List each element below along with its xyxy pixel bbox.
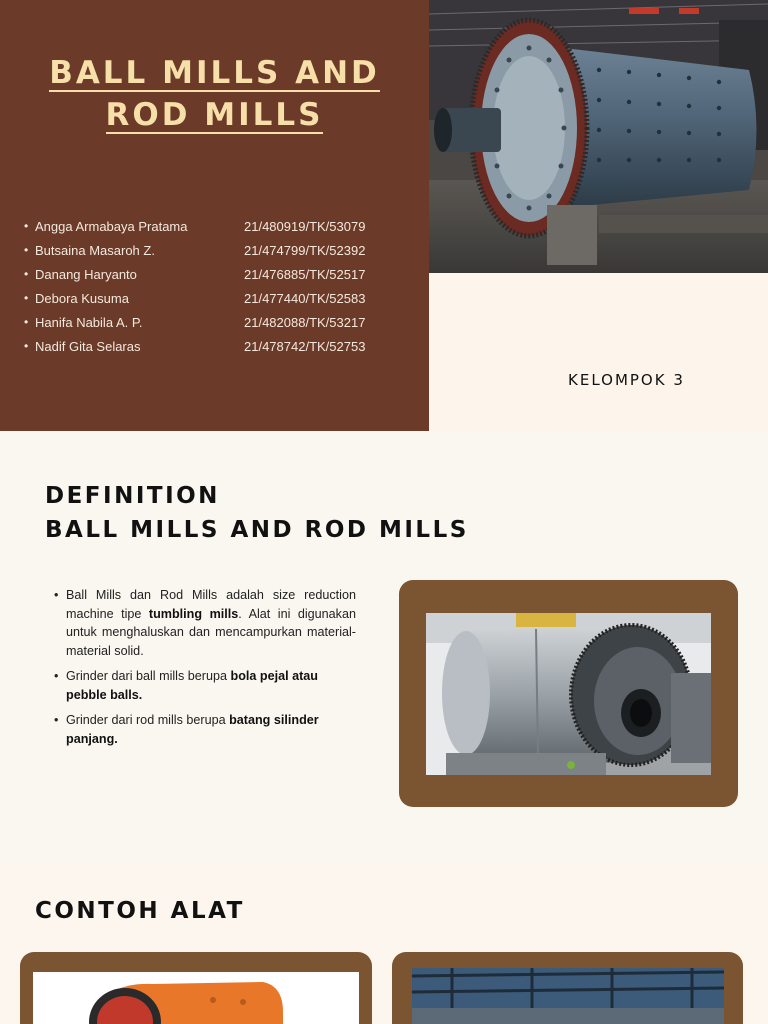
factory-illustration xyxy=(412,968,724,1024)
member-name: Nadif Gita Selaras xyxy=(35,338,141,354)
member-nim: 21/476885/TK/52517 xyxy=(244,266,366,282)
bullet: • xyxy=(24,219,29,233)
definition-list xyxy=(54,586,356,755)
title-panel xyxy=(0,0,429,431)
member-row xyxy=(24,262,404,286)
group-label: KELOMPOK 3 xyxy=(568,371,685,389)
title-line-2: ROD MILLS xyxy=(105,97,324,133)
member-nim: 21/477440/TK/52583 xyxy=(244,290,366,306)
presentation-title xyxy=(0,52,429,136)
ball-mill-illustration xyxy=(429,0,768,273)
member-nim: 21/482088/TK/53217 xyxy=(244,314,366,330)
text: Grinder dari rod mills berupa xyxy=(66,713,230,727)
member-list xyxy=(24,214,404,358)
text: . Alat ini digunakan untuk menghaluskan dan mencampurkan material-material solid. xyxy=(66,606,356,658)
bullet: • xyxy=(24,291,29,305)
member-name: Hanifa Nabila A. P. xyxy=(35,314,143,330)
orange-ball-mill-photo xyxy=(33,972,359,1024)
member-row xyxy=(24,214,404,238)
ball-mill-photo xyxy=(426,613,711,775)
member-row xyxy=(24,238,404,262)
member-name: Angga Armabaya Pratama xyxy=(35,218,188,234)
definition-slide xyxy=(0,431,768,862)
definition-item xyxy=(54,667,356,704)
factory-photo xyxy=(412,968,724,1024)
text: Ball Mills dan Rod Mills adalah size reduction machine tipe xyxy=(66,588,356,621)
bullet: • xyxy=(24,315,29,329)
bullet: • xyxy=(24,243,29,257)
member-row xyxy=(24,286,404,310)
definition-heading xyxy=(45,479,469,547)
examples-heading: CONTOH ALAT xyxy=(35,898,245,924)
text: Grinder dari ball mills berupa xyxy=(66,669,231,683)
bullet: • xyxy=(24,339,29,353)
examples-slide xyxy=(0,862,768,1024)
title-slide xyxy=(0,0,768,431)
member-nim: 21/478742/TK/52753 xyxy=(244,338,366,354)
ball-mill-illustration xyxy=(33,972,359,1024)
bold-text: batang silinder panjang. xyxy=(66,713,319,746)
member-name: Debora Kusuma xyxy=(35,290,129,306)
title-line-1: BALL MILLS AND xyxy=(49,55,380,91)
member-name: Danang Haryanto xyxy=(35,266,137,282)
member-nim: 21/474799/TK/52392 xyxy=(244,242,366,258)
definition-item xyxy=(54,586,356,660)
definition-item xyxy=(54,711,356,748)
ball-mill-photo xyxy=(429,0,768,273)
bullet: • xyxy=(24,267,29,281)
member-name: Butsaina Masaroh Z. xyxy=(35,242,155,258)
bold-text: bola pejal atau pebble balls. xyxy=(66,669,318,702)
bold-text: tumbling mills xyxy=(148,606,239,621)
ball-mill-illustration xyxy=(426,613,711,775)
member-nim: 21/480919/TK/53079 xyxy=(244,218,366,234)
member-row xyxy=(24,310,404,334)
member-row xyxy=(24,334,404,358)
heading-line-2: BALL MILLS AND ROD MILLS xyxy=(45,517,469,543)
heading-line-1: DEFINITION xyxy=(45,483,220,509)
